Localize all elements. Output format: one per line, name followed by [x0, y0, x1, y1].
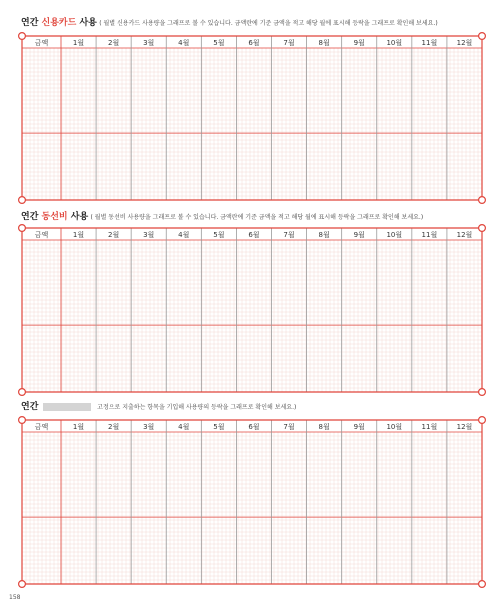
graph-grid-1[interactable] — [18, 32, 486, 204]
month-header: 9월 — [353, 39, 365, 47]
corner-ornament — [19, 33, 26, 40]
month-header: 3월 — [143, 231, 155, 239]
section-heading-3 — [21, 402, 296, 413]
corner-ornament — [479, 33, 486, 40]
month-header: 7월 — [283, 231, 295, 239]
month-header: 11월 — [421, 423, 438, 431]
corner-ornament — [479, 389, 486, 396]
amount-header: 금액 — [34, 231, 49, 239]
corner-ornament — [479, 225, 486, 232]
section-title-prefix-2: 연간 — [21, 212, 42, 222]
corner-ornament — [479, 197, 486, 204]
month-header: 9월 — [353, 423, 365, 431]
graph-grid-2[interactable] — [18, 224, 486, 396]
section-title-accent-1: 신용카드 — [41, 18, 77, 28]
page-number: 158 — [9, 594, 21, 601]
graph-table-1 — [18, 32, 486, 204]
graph-table-2 — [18, 224, 486, 396]
corner-ornament — [19, 389, 26, 396]
month-header: 8월 — [318, 231, 330, 239]
month-header: 2월 — [108, 231, 120, 239]
month-header: 3월 — [143, 39, 155, 47]
month-header: 1월 — [72, 39, 85, 47]
month-header: 4월 — [178, 231, 190, 239]
month-header: 7월 — [283, 39, 295, 47]
month-header: 6월 — [248, 39, 260, 47]
month-header: 11월 — [421, 39, 438, 47]
month-header: 10월 — [386, 423, 403, 431]
month-header: 8월 — [318, 423, 330, 431]
amount-header: 금액 — [34, 39, 49, 47]
month-header: 2월 — [108, 39, 120, 47]
month-header: 12월 — [456, 231, 473, 239]
corner-ornament — [479, 581, 486, 588]
table-frame — [22, 228, 482, 392]
month-header: 9월 — [353, 231, 365, 239]
table-frame — [22, 36, 482, 200]
month-header: 4월 — [178, 39, 190, 47]
month-header: 8월 — [318, 39, 330, 47]
month-header: 12월 — [456, 39, 473, 47]
month-header: 10월 — [386, 39, 403, 47]
section-title-accent-2: 동선비 — [41, 212, 68, 222]
corner-ornament — [479, 417, 486, 424]
section-title-prefix-3: 연간 — [21, 402, 39, 412]
month-header: 12월 — [456, 423, 473, 431]
month-header: 1월 — [72, 231, 85, 239]
month-header: 5월 — [213, 231, 225, 239]
section-description-1: ( 월별 신용카드 사용량을 그래프로 볼 수 있습니다. 금액란에 기준 금액을 적고 해당 월에 표시해 등락을 그래프로 확인해 보세요.) — [99, 20, 438, 27]
month-header: 10월 — [386, 231, 403, 239]
graph-grid-3[interactable] — [18, 416, 486, 588]
corner-ornament — [19, 197, 26, 204]
section-title-prefix-1: 연간 — [21, 18, 42, 28]
section-heading-2 — [21, 212, 423, 223]
month-header: 3월 — [143, 423, 155, 431]
month-header: 1월 — [72, 423, 85, 431]
section-heading-1 — [21, 18, 438, 29]
section-description-3: 고정으로 지출하는 항목을 기입해 사용량의 등락을 그래프로 확인해 보세요.) — [97, 404, 297, 411]
month-header: 7월 — [283, 423, 295, 431]
month-header: 4월 — [178, 423, 190, 431]
month-header: 5월 — [213, 39, 225, 47]
section-description-2: ( 월별 동선비 사용량을 그래프로 볼 수 있습니다. 금액란에 기준 금액을 적고 해당 월에 표시해 등락을 그래프로 확인해 보세요.) — [90, 214, 424, 221]
section-title-suffix-1: 사용 — [76, 18, 97, 28]
corner-ornament — [19, 225, 26, 232]
month-header: 5월 — [213, 423, 225, 431]
month-header: 6월 — [248, 231, 260, 239]
section-title-suffix-2: 사용 — [67, 212, 89, 222]
corner-ornament — [19, 417, 26, 424]
title-blank-field[interactable] — [43, 403, 91, 411]
graph-table-3 — [18, 416, 486, 588]
table-frame — [22, 420, 482, 584]
month-header: 6월 — [248, 423, 260, 431]
corner-ornament — [19, 581, 26, 588]
month-header: 2월 — [108, 423, 120, 431]
month-header: 11월 — [421, 231, 438, 239]
amount-header: 금액 — [34, 423, 49, 431]
